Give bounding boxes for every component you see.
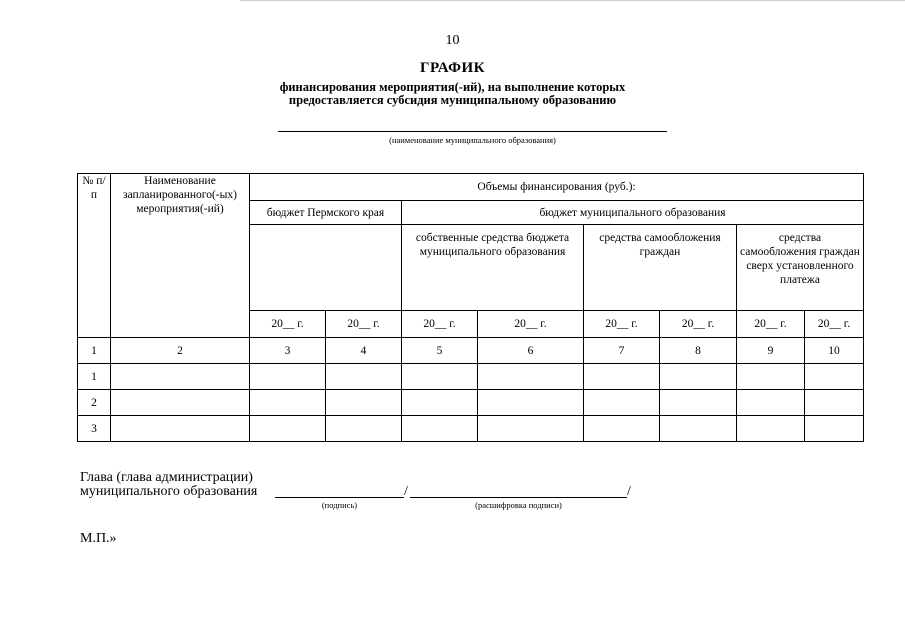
header-self-taxation-over: средства самообложения граждан сверх установленного платежа <box>737 225 864 311</box>
table-cell <box>402 416 478 442</box>
year-cell: 20__ г. <box>326 311 402 338</box>
table-cell <box>111 390 250 416</box>
table-cell <box>660 364 737 390</box>
signature-label-line-1: Глава (глава администрации) <box>80 470 253 485</box>
row-number: 3 <box>78 416 111 442</box>
document-subtitle-line-2: предоставляется субсидия муниципальному образованию <box>288 93 617 107</box>
year-cell: 20__ г. <box>250 311 326 338</box>
table-cell <box>737 390 805 416</box>
table-cell <box>805 364 864 390</box>
signature-decode-caption: (расшифровка подписи) <box>475 500 562 510</box>
year-cell: 20__ г. <box>805 311 864 338</box>
header-perm-budget: бюджет Пермского края <box>250 201 402 225</box>
column-number: 2 <box>111 338 250 364</box>
table-cell <box>250 364 326 390</box>
table-cell <box>111 416 250 442</box>
signature-label-line-2: муниципального образования <box>80 484 258 499</box>
table-cell <box>737 364 805 390</box>
header-self-taxation: средства самообложения граждан <box>584 225 737 311</box>
stamp-placeholder: М.П.» <box>80 531 117 546</box>
year-cell: 20__ г. <box>660 311 737 338</box>
table-cell <box>111 364 250 390</box>
table-row <box>78 416 864 442</box>
column-number: 3 <box>250 338 326 364</box>
column-number: 5 <box>402 338 478 364</box>
column-number: 10 <box>805 338 864 364</box>
column-number: 8 <box>660 338 737 364</box>
column-number: 6 <box>478 338 584 364</box>
table-cell <box>326 416 402 442</box>
column-number: 7 <box>584 338 660 364</box>
table-cell <box>250 416 326 442</box>
table-cell <box>326 364 402 390</box>
table-cell <box>584 364 660 390</box>
header-own-funds: собственные средства бюджета муниципального образования <box>402 225 584 311</box>
table-cell <box>326 390 402 416</box>
header-event-name: Наименование запланированного(-ых) мероприятия(-ий) <box>111 174 250 338</box>
signature-caption: (подпись) <box>321 500 358 510</box>
header-muni-budget: бюджет муниципального образования <box>402 201 864 225</box>
municipality-name-line <box>278 131 667 132</box>
table-cell <box>478 390 584 416</box>
year-cell: 20__ г. <box>584 311 660 338</box>
table-cell <box>660 390 737 416</box>
table-row <box>78 364 864 390</box>
year-cell: 20__ г. <box>478 311 584 338</box>
top-edge-line <box>240 0 905 1</box>
document-title: ГРАФИК <box>419 60 486 76</box>
table-cell <box>250 390 326 416</box>
header-financing-volumes: Объемы финансирования (руб.): <box>250 174 864 201</box>
page-number: 10 <box>445 33 460 48</box>
table-cell <box>584 390 660 416</box>
signature-decode-line <box>410 497 627 498</box>
row-number: 1 <box>78 364 111 390</box>
table-cell <box>805 390 864 416</box>
table-cell <box>584 416 660 442</box>
year-cell: 20__ г. <box>737 311 805 338</box>
table-cell <box>478 416 584 442</box>
table-cell <box>402 390 478 416</box>
municipality-name-caption: (наименование муниципального образования) <box>389 135 556 145</box>
header-num: № п/п <box>78 174 111 338</box>
signature-separator: / <box>627 484 631 499</box>
table-cell <box>660 416 737 442</box>
table-cell <box>805 416 864 442</box>
column-numbering-row <box>78 338 864 364</box>
table-row <box>78 390 864 416</box>
document-subtitle-line-1: финансирования мероприятия(-ий), на выполнение которых <box>279 80 626 94</box>
column-number: 1 <box>78 338 111 364</box>
signature-separator: / <box>404 484 408 499</box>
signature-line <box>275 497 404 498</box>
row-number: 2 <box>78 390 111 416</box>
year-cell: 20__ г. <box>402 311 478 338</box>
column-number: 9 <box>737 338 805 364</box>
financing-schedule-table <box>77 173 864 442</box>
table-cell <box>402 364 478 390</box>
table-cell <box>737 416 805 442</box>
column-number: 4 <box>326 338 402 364</box>
header-perm-budget-blank <box>250 225 402 311</box>
table-cell <box>478 364 584 390</box>
